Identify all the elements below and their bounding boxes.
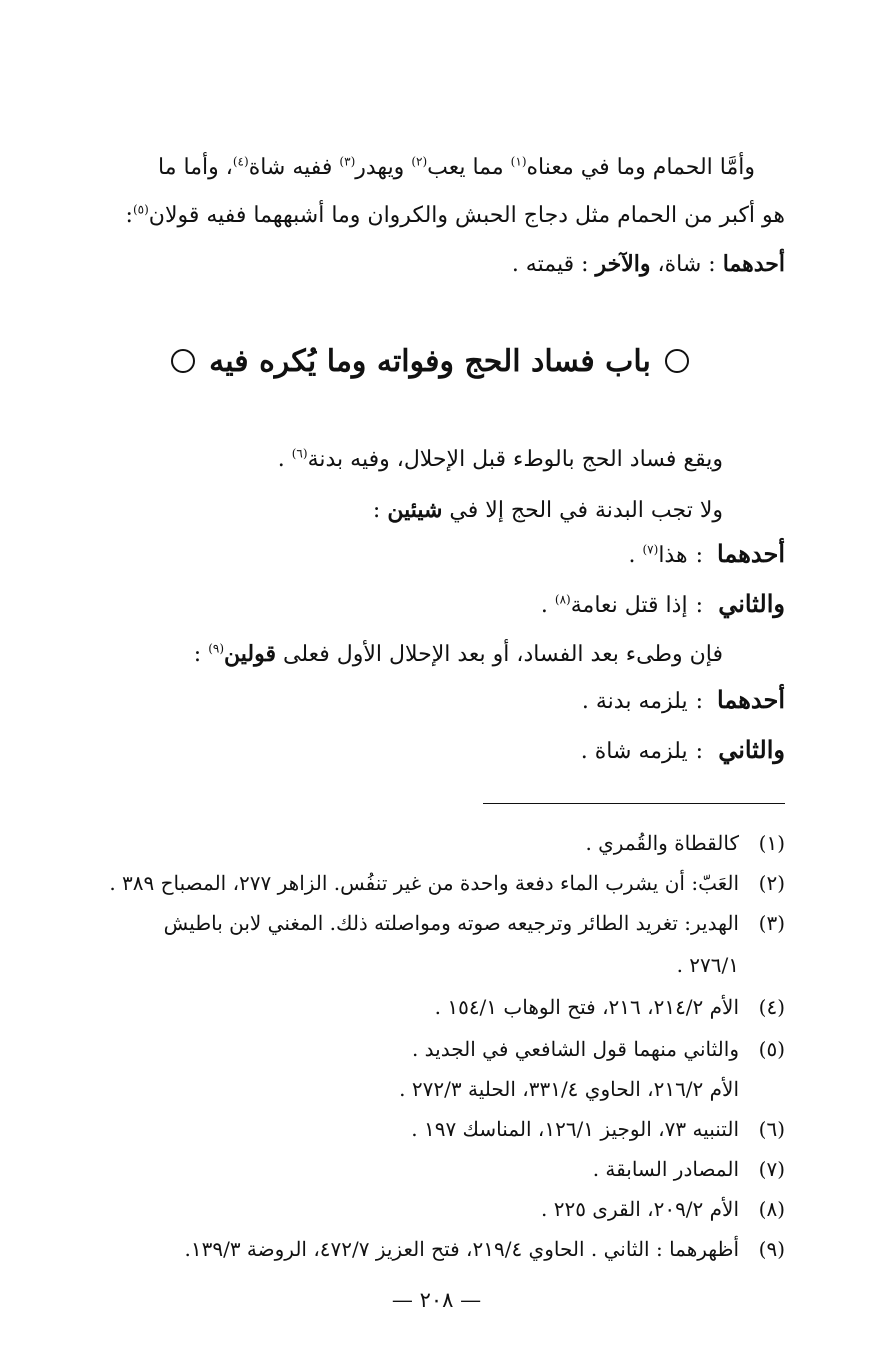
footnote-number: (٧) (758, 1157, 785, 1181)
bold-term: والآخر (595, 251, 651, 277)
text-run: فإن وطىء بعد الفساد، أو بعد الإحلال الأول فعلى (276, 642, 723, 667)
text-run: : شاة، (650, 252, 723, 277)
section-line-2 (373, 494, 723, 527)
paragraph-1-line-2 (126, 200, 785, 232)
footnote-number: (٤) (758, 995, 785, 1019)
footnote-ref: (٧) (642, 542, 659, 557)
footnote-ref: (٩) (208, 641, 225, 656)
footnote-ref: (٦) (291, 446, 308, 461)
text-run: هو أكبر من الحمام مثل دجاج الحبش والكروان وما أشبههما ففيه قولان (148, 203, 785, 228)
footnote-text: والثاني منهما قول الشافعي في الجديد . (411, 1037, 739, 1061)
footnote-text: أظهرهما : الثاني . الحاوي ٢١٩/٤، فتح العزيز ٤٧٢/٧، الروضة ١٣٩/٣. (184, 1237, 739, 1261)
text-run: وأمَّا الحمام وما في معناه (526, 155, 755, 180)
bold-term: قولين (224, 641, 276, 667)
definition-term: والثاني (718, 735, 785, 764)
footnote-7 (70, 1154, 785, 1184)
definition-item-4 (581, 734, 785, 768)
footnote-ref: (٣) (339, 154, 356, 169)
footnote-number: (٣) (758, 911, 785, 935)
footnote-separator (483, 803, 785, 804)
definition-item-3 (582, 684, 785, 718)
text-run: مما يعب (427, 155, 511, 180)
definition-text: يلزمه بدنة . (581, 689, 688, 714)
chapter-heading (150, 338, 710, 384)
separator: : (695, 689, 703, 714)
footnote-9 (70, 1234, 785, 1264)
text-run: . (540, 593, 555, 618)
circle-ornament-icon (171, 349, 195, 373)
footnote-text: التنبيه ٧٣، الوجيز ١٢٦/١، المناسك ١٩٧ . (411, 1117, 739, 1141)
paragraph-1-line-3 (512, 248, 785, 281)
text-run: . (277, 447, 292, 472)
definition-item-1 (628, 538, 785, 572)
text-run: : قيمته . (511, 252, 596, 277)
section-line-1 (278, 444, 723, 476)
circle-ornament-icon (665, 349, 689, 373)
footnote-number: (٦) (758, 1117, 785, 1141)
text-run: ففيه شاة (248, 155, 340, 180)
footnote-5-continuation (70, 1074, 739, 1104)
footnote-2 (70, 868, 785, 898)
footnote-ref: (٢) (411, 154, 428, 169)
definition-text: هذا (658, 543, 688, 568)
definition-term: أحدهما (717, 685, 785, 714)
text-run: : (372, 498, 388, 523)
footnote-4 (70, 992, 785, 1022)
footnote-ref: (٤) (232, 154, 249, 169)
footnote-3-continuation (70, 950, 739, 980)
footnote-text: الأم ٢١٦/٢، الحاوي ٣٣١/٤، الحلية ٢٧٢/٣ . (399, 1077, 739, 1101)
footnote-ref: (٨) (554, 592, 571, 607)
footnote-6 (70, 1114, 785, 1144)
footnote-text: الأم ٢٠٩/٢، القرى ٢٢٥ . (540, 1197, 739, 1221)
text-run: : (193, 642, 209, 667)
text-run: ويهدر (355, 155, 412, 180)
definition-term: أحدهما (717, 539, 785, 568)
text-run: : (125, 203, 133, 228)
separator: : (695, 593, 703, 618)
footnote-text: المصادر السابقة . (592, 1157, 739, 1181)
footnote-text: العَبّ: أن يشرب الماء دفعة واحدة من غير تنفُس. الزاهر ٢٧٧، المصباح ٣٨٩ . (109, 871, 739, 895)
footnote-number: (٥) (758, 1037, 785, 1061)
footnote-ref: (١) (510, 154, 527, 169)
text-run: ويقع فساد الحج بالوطء قبل الإحلال، وفيه بدنة (307, 447, 723, 472)
page-number: — ٢٠٨ — (391, 1288, 482, 1312)
footnote-number: (٩) (758, 1237, 785, 1261)
footnote-number: (١) (758, 831, 785, 855)
bold-term: أحدهما (722, 251, 785, 277)
bold-term: شيئين (387, 497, 443, 523)
footnote-number: (٢) (758, 871, 785, 895)
footnote-text: الهدير: تغريد الطائر وترجيعه صوته ومواصلته ذلك. المغني لابن باطيش (163, 911, 739, 935)
definition-text: إذا قتل نعامة (570, 593, 688, 618)
footnote-3 (70, 908, 785, 938)
footnote-ref: (٥) (132, 202, 149, 217)
definition-text: يلزمه شاة . (580, 739, 688, 764)
footnote-8 (70, 1194, 785, 1224)
footnote-1 (70, 828, 785, 858)
text-run: . (628, 543, 643, 568)
footnote-5 (70, 1034, 785, 1064)
paragraph-1-line-1 (158, 152, 755, 184)
text-run: ، وأما ما (158, 155, 233, 180)
separator: : (695, 739, 703, 764)
chapter-title: باب فساد الحج وفواته وما يُكره فيه (209, 343, 651, 379)
separator: : (695, 543, 703, 568)
definition-item-2 (541, 588, 785, 622)
footnote-number: (٨) (758, 1197, 785, 1221)
definition-term: والثاني (718, 589, 785, 618)
footnote-text: ٢٧٦/١ . (676, 953, 739, 977)
footnote-text: الأم ٢١٤/٢، ٢١٦، فتح الوهاب ١٥٤/١ . (434, 995, 739, 1019)
text-run: ولا تجب البدنة في الحج إلا في (442, 498, 723, 523)
footnote-text: كالقطاة والقُمري . (585, 831, 739, 855)
section-line-3 (194, 638, 723, 671)
